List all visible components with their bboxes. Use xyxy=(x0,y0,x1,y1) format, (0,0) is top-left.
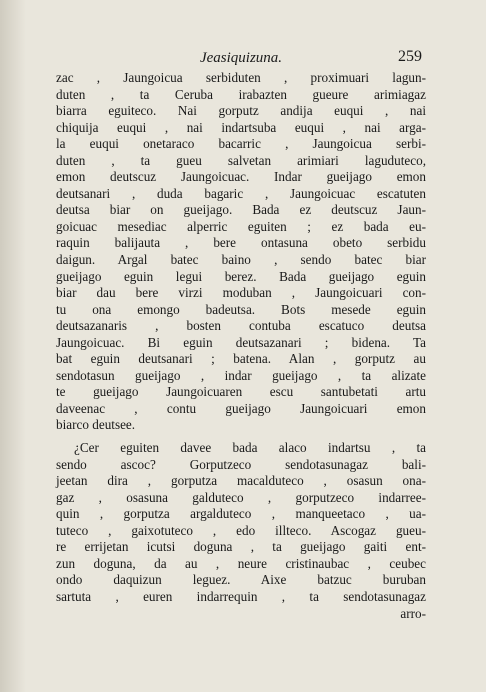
body-text xyxy=(56,70,426,622)
text-line: Jaungoicuac. Bi eguin deutsazanari ; bidena. Ta xyxy=(56,334,426,350)
text-line: sartuta , euren indarrequin , ta sendotasunagaz xyxy=(56,588,426,604)
running-title: Jeasiquizuna. xyxy=(199,50,283,66)
text-line: bat eguin deutsanari ; batena. Alan , gorputz au xyxy=(56,351,426,367)
text-line: chiquija euqui , nai indartsuba euqui , nai arga- xyxy=(56,119,426,135)
text-line: raquin balijauta , bere ontasuna obeto serbidu xyxy=(56,235,426,251)
text-line: biar dau bere virzi moduban , Jaungoicuari con- xyxy=(56,285,426,301)
text-line: tu ona emongo badeutsa. Bots mesede eguin xyxy=(56,301,426,317)
text-line: jeetan dira , gorputza macalduteco , osasun ona- xyxy=(56,473,426,489)
text-line: daigun. Argal batec baino , sendo batec biar xyxy=(56,252,426,268)
text-line: gaz , osasuna galduteco , gorputzeco indarree- xyxy=(56,489,426,505)
text-line: sendo ascoc? Gorputzeco sendotasunagaz bali- xyxy=(56,456,426,472)
text-line: la euqui onetaraco bacarric , Jaungoicua serbi- xyxy=(56,136,426,152)
text-line: re errijetan icutsi doguna , ta gueijago gaiti ent- xyxy=(56,539,426,555)
text-line: deutsazanaris , bosten contuba escatuco deutsa xyxy=(56,318,426,334)
text-line: ondo daquizun leguez. Aixe batzuc buruban xyxy=(56,572,426,588)
text-line: goicuac mesediac alperric eguiten ; ez bada eu- xyxy=(56,218,426,234)
text-line: duten , ta Ceruba irabazten gueure arimiagaz xyxy=(56,86,426,102)
text-line: tuteco , gaixotuteco , edo illteco. Ascogaz gueu- xyxy=(56,522,426,538)
page-number: 259 xyxy=(398,48,422,65)
text-line: quin , gorputza argalduteco , manqueetaco , ua- xyxy=(56,506,426,522)
text-line: deutsa biar on gueijago. Bada ez deutscuz Jaun- xyxy=(56,202,426,218)
page-header xyxy=(60,48,422,70)
text-line: deutsanari , duda bagaric , Jaungoicuac escatuten xyxy=(56,185,426,201)
text-line: sendotasun gueijago , indar gueijago , ta alizate xyxy=(56,367,426,383)
text-line: biarco deutsee. xyxy=(56,417,136,433)
text-line: gueijago eguin legui berez. Bada gueijago eguin xyxy=(56,268,426,284)
text-line: ¿Cer eguiten davee bada alaco indartsu , ta xyxy=(74,440,426,456)
paragraph xyxy=(56,70,426,434)
text-line: biarra eguiteco. Nai gorputz andija euqui , nai xyxy=(56,103,426,119)
text-line: emon deutscuz Jaungoicuac. Indar gueijago emon xyxy=(56,169,426,185)
catchword: arro- xyxy=(400,605,426,621)
text-line: te gueijago Jaungoicuaren escu santubetati artu xyxy=(56,384,426,400)
text-line: zac , Jaungoicua serbiduten , proximuari lagun- xyxy=(56,70,426,85)
text-line: daveenac , contu gueijago Jaungoicuari emon xyxy=(56,400,426,416)
text-line: zun doguna, da au , neure cristinaubac , ceubec xyxy=(56,555,426,571)
text-line: duten , ta gueu salvetan arimiari laguduteco, xyxy=(56,152,426,168)
paragraph xyxy=(56,440,426,605)
